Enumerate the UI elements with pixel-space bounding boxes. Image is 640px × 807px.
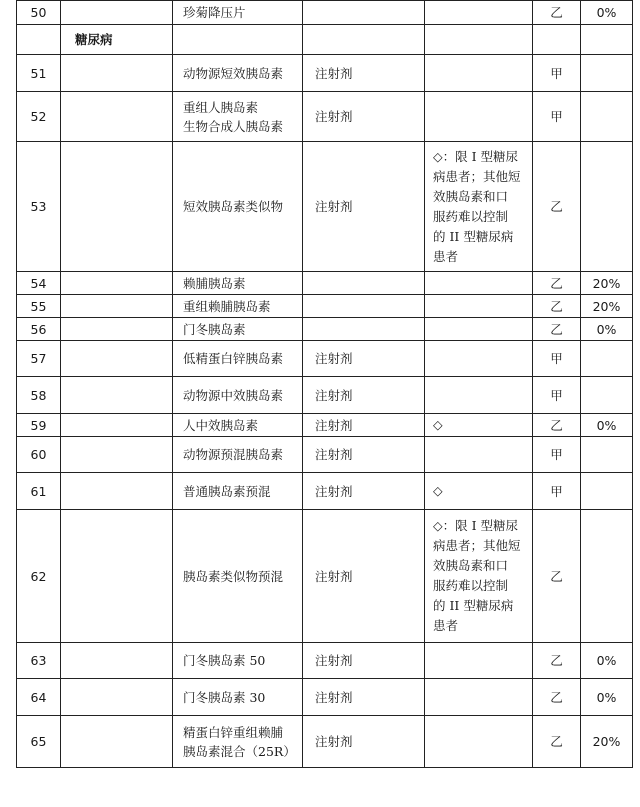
dosage-form bbox=[303, 295, 425, 318]
row-number: 51 bbox=[17, 55, 61, 92]
insurance-class: 甲 bbox=[533, 437, 581, 473]
drug-name: 短效胰岛素类似物 bbox=[173, 142, 303, 272]
category-cell bbox=[61, 377, 173, 414]
insurance-class: 甲 bbox=[533, 92, 581, 142]
insurance-class: 乙 bbox=[533, 414, 581, 437]
row-number: 59 bbox=[17, 414, 61, 437]
dosage-form: 注射剂 bbox=[303, 473, 425, 510]
category-cell bbox=[61, 679, 173, 716]
row-number: 60 bbox=[17, 437, 61, 473]
table-row bbox=[17, 473, 633, 510]
category-cell bbox=[61, 414, 173, 437]
self-pay-rate bbox=[581, 341, 633, 377]
restriction-note: ◇ bbox=[425, 473, 533, 510]
restriction-note bbox=[425, 1, 533, 25]
self-pay-rate: 0% bbox=[581, 643, 633, 679]
table-row bbox=[17, 716, 633, 768]
drug-name: 珍菊降压片 bbox=[173, 1, 303, 25]
drug-name: 门冬胰岛素 bbox=[173, 318, 303, 341]
self-pay-rate bbox=[581, 510, 633, 643]
restriction-note bbox=[425, 437, 533, 473]
table-row bbox=[17, 643, 633, 679]
table-row bbox=[17, 295, 633, 318]
table-row bbox=[17, 318, 633, 341]
category-cell bbox=[61, 272, 173, 295]
restriction-note bbox=[425, 377, 533, 414]
restriction-note: ◇：限 I 型糖尿 病患者；其他短 效胰岛素和口 服药难以控制 的 II 型糖尿病 患者 bbox=[425, 142, 533, 272]
restriction-note: ◇：限 I 型糖尿 病患者；其他短 效胰岛素和口 服药难以控制 的 II 型糖尿病 患者 bbox=[425, 510, 533, 643]
table-row bbox=[17, 679, 633, 716]
empty-cell bbox=[425, 25, 533, 55]
drug-list-body bbox=[17, 1, 633, 768]
empty-cell bbox=[581, 25, 633, 55]
restriction-note bbox=[425, 272, 533, 295]
insurance-class: 乙 bbox=[533, 716, 581, 768]
category-cell bbox=[61, 341, 173, 377]
table-row bbox=[17, 377, 633, 414]
row-number: 50 bbox=[17, 1, 61, 25]
self-pay-rate bbox=[581, 377, 633, 414]
drug-name: 人中效胰岛素 bbox=[173, 414, 303, 437]
insurance-class: 乙 bbox=[533, 679, 581, 716]
drug-name: 门冬胰岛素 30 bbox=[173, 679, 303, 716]
self-pay-rate bbox=[581, 92, 633, 142]
restriction-note bbox=[425, 679, 533, 716]
dosage-form: 注射剂 bbox=[303, 414, 425, 437]
table-row bbox=[17, 142, 633, 272]
drug-name: 胰岛素类似物预混 bbox=[173, 510, 303, 643]
self-pay-rate: 0% bbox=[581, 1, 633, 25]
dosage-form: 注射剂 bbox=[303, 92, 425, 142]
row-number: 53 bbox=[17, 142, 61, 272]
category-cell bbox=[61, 92, 173, 142]
section-title-text: 糖尿病 bbox=[75, 32, 113, 47]
insurance-class: 乙 bbox=[533, 1, 581, 25]
category-cell bbox=[61, 473, 173, 510]
row-number: 55 bbox=[17, 295, 61, 318]
restriction-note bbox=[425, 55, 533, 92]
restriction-note bbox=[425, 643, 533, 679]
table-row bbox=[17, 1, 633, 25]
drug-name: 重组赖脯胰岛素 bbox=[173, 295, 303, 318]
insurance-class: 乙 bbox=[533, 510, 581, 643]
dosage-form: 注射剂 bbox=[303, 510, 425, 643]
drug-name: 重组人胰岛素 生物合成人胰岛素 bbox=[173, 92, 303, 142]
dosage-form bbox=[303, 318, 425, 341]
drug-name: 普通胰岛素预混 bbox=[173, 473, 303, 510]
row-number: 64 bbox=[17, 679, 61, 716]
row-number: 52 bbox=[17, 92, 61, 142]
dosage-form: 注射剂 bbox=[303, 341, 425, 377]
restriction-note bbox=[425, 92, 533, 142]
drug-list-table bbox=[16, 0, 633, 768]
dosage-form: 注射剂 bbox=[303, 643, 425, 679]
row-number: 58 bbox=[17, 377, 61, 414]
category-cell bbox=[61, 437, 173, 473]
insurance-class: 乙 bbox=[533, 318, 581, 341]
category-cell bbox=[61, 142, 173, 272]
row-number: 63 bbox=[17, 643, 61, 679]
dosage-form: 注射剂 bbox=[303, 437, 425, 473]
insurance-class: 乙 bbox=[533, 272, 581, 295]
row-number: 56 bbox=[17, 318, 61, 341]
row-number-cell bbox=[17, 25, 61, 55]
table-row bbox=[17, 510, 633, 643]
insurance-class: 乙 bbox=[533, 142, 581, 272]
self-pay-rate: 20% bbox=[581, 272, 633, 295]
self-pay-rate: 20% bbox=[581, 295, 633, 318]
dosage-form: 注射剂 bbox=[303, 55, 425, 92]
table-row bbox=[17, 437, 633, 473]
dosage-form bbox=[303, 272, 425, 295]
restriction-note bbox=[425, 341, 533, 377]
insurance-class: 甲 bbox=[533, 377, 581, 414]
empty-cell bbox=[303, 25, 425, 55]
self-pay-rate bbox=[581, 142, 633, 272]
table-row bbox=[17, 414, 633, 437]
row-number: 54 bbox=[17, 272, 61, 295]
dosage-form: 注射剂 bbox=[303, 377, 425, 414]
self-pay-rate bbox=[581, 473, 633, 510]
table-row bbox=[17, 341, 633, 377]
drug-name: 赖脯胰岛素 bbox=[173, 272, 303, 295]
category-cell bbox=[61, 295, 173, 318]
section-row bbox=[17, 25, 633, 55]
restriction-note bbox=[425, 716, 533, 768]
row-number: 62 bbox=[17, 510, 61, 643]
dosage-form: 注射剂 bbox=[303, 679, 425, 716]
drug-name: 动物源短效胰岛素 bbox=[173, 55, 303, 92]
section-title bbox=[61, 25, 173, 55]
insurance-class: 甲 bbox=[533, 55, 581, 92]
category-cell bbox=[61, 643, 173, 679]
table-row bbox=[17, 92, 633, 142]
drug-name: 动物源预混胰岛素 bbox=[173, 437, 303, 473]
restriction-note bbox=[425, 295, 533, 318]
empty-cell bbox=[533, 25, 581, 55]
category-cell bbox=[61, 510, 173, 643]
self-pay-rate bbox=[581, 437, 633, 473]
restriction-note bbox=[425, 318, 533, 341]
category-cell bbox=[61, 1, 173, 25]
dosage-form bbox=[303, 1, 425, 25]
category-cell bbox=[61, 716, 173, 768]
drug-name: 动物源中效胰岛素 bbox=[173, 377, 303, 414]
drug-name: 门冬胰岛素 50 bbox=[173, 643, 303, 679]
dosage-form: 注射剂 bbox=[303, 142, 425, 272]
self-pay-rate: 20% bbox=[581, 716, 633, 768]
self-pay-rate: 0% bbox=[581, 318, 633, 341]
self-pay-rate bbox=[581, 55, 633, 92]
row-number: 61 bbox=[17, 473, 61, 510]
insurance-class: 乙 bbox=[533, 643, 581, 679]
category-cell bbox=[61, 318, 173, 341]
self-pay-rate: 0% bbox=[581, 679, 633, 716]
row-number: 65 bbox=[17, 716, 61, 768]
dosage-form: 注射剂 bbox=[303, 716, 425, 768]
table-row bbox=[17, 272, 633, 295]
row-number: 57 bbox=[17, 341, 61, 377]
table-row bbox=[17, 55, 633, 92]
drug-name: 精蛋白锌重组赖脯 胰岛素混合（25R） bbox=[173, 716, 303, 768]
category-cell bbox=[61, 55, 173, 92]
empty-cell bbox=[173, 25, 303, 55]
insurance-class: 甲 bbox=[533, 341, 581, 377]
restriction-note: ◇ bbox=[425, 414, 533, 437]
insurance-class: 乙 bbox=[533, 295, 581, 318]
drug-name: 低精蛋白锌胰岛素 bbox=[173, 341, 303, 377]
insurance-class: 甲 bbox=[533, 473, 581, 510]
self-pay-rate: 0% bbox=[581, 414, 633, 437]
